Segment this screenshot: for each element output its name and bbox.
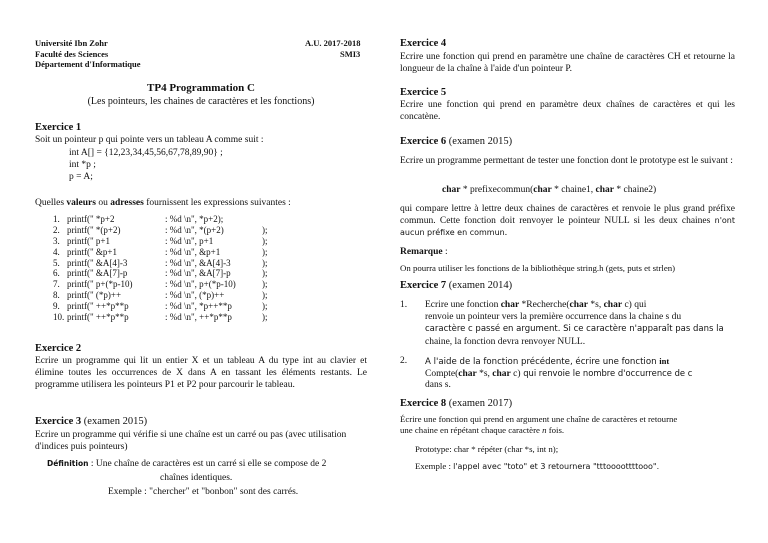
exercise-3-text: Ecrire un programme qui vérifie si une chaîne est un carré ou pas (avec utilisation d'indices puis pointeurs)	[35, 430, 347, 452]
exercise-7-item-2-line: A l'aide de la fonction précédente, écrire une fonction int	[425, 356, 670, 367]
exercise-3-heading: Exercice 3 (examen 2015)	[35, 416, 148, 427]
exercise-6-description: qui compare lettre à lettre deux chaines de caractères et renvoie le plus grand préfixe commun. Cette fonction doit renvoyer le pointeur NULL si les deux chaines n'ont aucun préfixe en commun.	[400, 204, 735, 238]
exercise-1-intro: Soit un pointeur p qui pointe vers un tableau A comme suit :	[35, 135, 264, 145]
faculty-name: Faculté des Sciences	[35, 49, 109, 59]
department-name: Département d'Informatique	[35, 59, 141, 69]
document-page: Université Ibn Zohr Faculté des Sciences Département d'Informatique A.U. 2017-2018 SMI3 TP4 Programmation C (Les pointeurs, les chaines de caractères et les fonctions) Exercice 1 Soit un pointeur p qui pointe vers un tableau A comme suit : int A[] = {12,23,34,45,56,67,78,89,90} ; int *p ; p = A; Quelles valeurs ou adresses fournissent les expressions suivantes : 1. printf(" *p+2 : %d \n", *p+2); 2. printf(" *(p+2) : %d \n", *(p+2) ); 3. printf(" p+1 : %d \n", p+1 ); 4. printf(" &p+1 : %d \n", &p+1 ); 5. printf(" &A[4]-3 : %d \n", &A[4]-3 ); 6. printf(" &A[7]-p : %d \n", &A[7]-p ); 7. printf(" p+(*p-10) : %d \n", p+(*p-10) ); 8. printf(" (*p)++ : %d \n", (*p)++ ); 9. printf(" ++*p**p : %d \n", *p++**p ); 10. printf(" ++*p**p : %d \n", ++*p**p ); Exercice 2 Ecrire un programme qui lit un entier X et un tableau A du type int au clavier et élimine toutes les occurrences de X dans A en tassant les éléments restants. Le programme utilisera les pointeurs P1 et P2 pour parcourir le tableau. Exercice 3 (examen 2015) Ecrire un programme qui vérifie si une chaîne est un carré ou pas (avec utilisation d'indices puis pointeurs) Définition : Une chaîne de caractères est un carré si elle se compose de 2 chaînes identiques. Exemple : "chercher" et "bonbon" sont des carrés. Exercice 4 Ecrire une fonction qui prend en paramètre une chaîne de caractères CH et retourne la longueur de la chaîne à l'aide d'un pointeur P. Exercice 5 Ecrire une fonction qui prend en paramètre deux chaînes de caractères et qui les concatène. Exercice 6 (examen 2015) Ecrire un programme permettant de tester une fonction dont le prototype est le suivant : char * prefixecommun(char * chaine1, char * chaine2) qui compare lettre à lettre deux chaines de caractères et renvoie le plus grand préfixe commun. Cette fonction doit renvoyer le pointeur NULL si les deux chaines n'ont aucun préfixe en commun. Remarque : On pourra utiliser les fonctions de la bibliothèque string.h (gets, puts et strlen) Exercice 7 (examen 2014) 1. Ecrire une fonction char *Recherche(char *s, char c) qui renvoie un pointeur vers la première occurrence dans la chaine s du caractère c passé en argument. Si ce caractère n'apparaît pas dans la chaine, la fonction devra renvoyer NULL. 2. A l'aide de la fonction précédente, écrire une fonction int Compte(char *s, char c) qui renvoie le nombre d'occurrence de c dans s. Exercice 8 (examen 2017) Écrire une fonction qui prend en argument une chaîne de caractères et retourne une chaine en répétant chaque caractère n fois. Prototype: char * répéter (char *s, int n); Exemple : l'appel avec "toto" et 3 retournera "tttoooottttooo".	[35, 38, 735, 497]
exercise-5-text: Ecrire une fonction qui prend en paramètre deux chaînes de caractères et qui les concatène.	[400, 100, 735, 122]
exercise-6-remark-text: On pourra utiliser les fonctions de la bibliothèque string.h (gets, puts et strlen)	[400, 263, 676, 273]
code-line: int A[] = {12,23,34,45,56,67,78,89,90} ;	[69, 148, 223, 158]
exercise-8-example: Exemple : l'appel avec "toto" et 3 retournera "tttoooottttooo".	[415, 461, 660, 471]
exercise-3-definition: Définition : Une chaîne de caractères est un carré si elle se compose de 2	[47, 459, 327, 469]
exercise-1-question: Quelles valeurs ou adresses fournissent les expressions suivantes :	[35, 198, 291, 208]
exercise-6-text: Ecrire un programme permettant de tester une fonction dont le prototype est le suivant :	[400, 156, 733, 166]
exercise-4-text: Ecrire une fonction qui prend en paramètre une chaîne de caractères CH et retourne la longueur de la chaîne à l'aide d'un pointeur P.	[400, 52, 735, 74]
exercise-8-text: une chaine en répétant chaque caractère n fois.	[400, 425, 565, 435]
exercise-7-item-2-line: dans s.	[425, 380, 451, 390]
exercise-1-heading: Exercice 1	[35, 122, 82, 133]
exercise-7-item-1-line: caractère c passé en argument. Si ce caractère n'apparaît pas dans la	[425, 324, 724, 334]
exercise-6-remark: Remarque :	[400, 247, 448, 257]
page-subtitle: (Les pointeurs, les chaines de caractères et les fonctions)	[87, 96, 315, 107]
program-code: SMI3	[340, 49, 361, 59]
exercise-7-item-1-line: chaine, la fonction devra renvoyer NULL.	[425, 337, 586, 347]
exercise-8-text: Écrire une fonction qui prend en argument une chaîne de caractères et retourne	[400, 414, 678, 424]
exercise-8-heading: Exercice 8 (examen 2017)	[400, 398, 513, 409]
exercise-3-definition-cont: chaînes identiques.	[160, 473, 233, 483]
exercise-3-example: Exemple : "chercher" et "bonbon" sont des carrés.	[108, 487, 299, 497]
exercise-7-item-2-number: 2.	[400, 356, 408, 366]
exercise-5-heading: Exercice 5	[400, 87, 447, 98]
exercise-2-text: Ecrire un programme qui lit un entier X et un tableau A du type int au clavier et élimine toutes les occurrences de X dans A en tassant les éléments restants. Le programme utilisera les pointeurs P1 et P2 pour parcourir le tableau.	[35, 356, 367, 390]
exercise-4-heading: Exercice 4	[400, 38, 447, 49]
exercise-7-item-1-line: renvoie un pointeur vers la première occurrence dans la chaine s du	[425, 312, 682, 322]
exercise-7-item-1-line: Ecrire une fonction char *Recherche(char *s, char c) qui	[425, 300, 647, 310]
exercise-6-prototype: char * prefixecommun(char * chaine1, char * chaine2)	[442, 185, 657, 195]
exercise-7-item-2-line: Compte(char *s, char c) qui renvoie le nombre d'occurrence de c	[425, 368, 693, 379]
exercise-7-item-1-number: 1.	[400, 300, 408, 310]
university-name: Université Ibn Zohr	[35, 38, 108, 48]
code-line: int *p ;	[69, 160, 96, 170]
exercise-7-heading: Exercice 7 (examen 2014)	[400, 280, 513, 291]
code-line: p = A;	[69, 172, 93, 182]
exercise-2-heading: Exercice 2	[35, 343, 82, 354]
exercise-8-prototype: Prototype: char * répéter (char *s, int n);	[415, 444, 559, 454]
exercise-6-heading: Exercice 6 (examen 2015)	[400, 136, 513, 147]
academic-year: A.U. 2017-2018	[305, 38, 361, 48]
page-title: TP4 Programmation C	[147, 82, 255, 94]
